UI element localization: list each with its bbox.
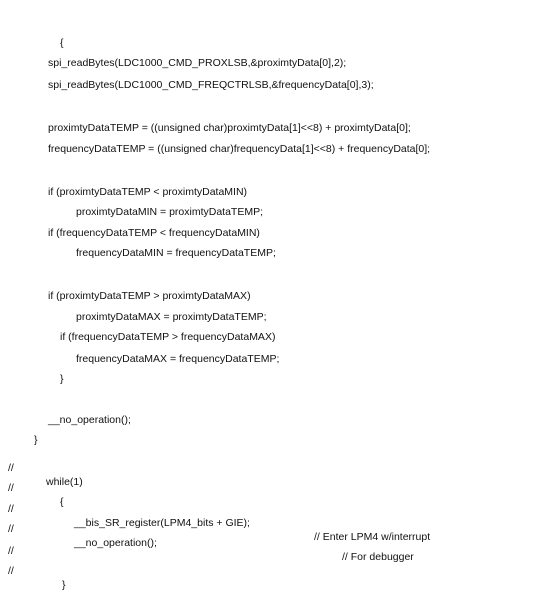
code-text: proximtyDataMAX = proximtyDataTEMP; bbox=[76, 311, 267, 323]
code-line bbox=[0, 530, 14, 557]
code-text: if (frequencyDataTEMP < frequencyDataMIN) bbox=[48, 227, 260, 239]
code-line bbox=[0, 366, 12, 380]
code-text: __bis_SR_register(LPM4_bits + GIE); bbox=[74, 517, 250, 529]
code-text: { bbox=[60, 37, 64, 49]
code-text: { bbox=[60, 496, 64, 508]
code-line bbox=[0, 447, 83, 488]
code-text: while(1) bbox=[46, 476, 83, 488]
code-line bbox=[0, 385, 131, 426]
code-line bbox=[0, 405, 38, 446]
code-line bbox=[0, 261, 251, 302]
code-line bbox=[0, 550, 66, 591]
comment-prefix: // bbox=[8, 523, 14, 535]
code-text: frequencyDataTEMP = ((unsigned char)frequencyData[1]<<8) + frequencyData[0]; bbox=[48, 143, 431, 155]
code-text: __no_operation(); bbox=[74, 537, 157, 549]
code-line bbox=[0, 69, 12, 83]
code-text: if (proximtyDataTEMP < proximtyDataMIN) bbox=[48, 186, 248, 198]
code-line bbox=[0, 157, 248, 198]
comment-prefix: // bbox=[8, 565, 14, 577]
comment-prefix: // bbox=[8, 462, 14, 474]
code-line bbox=[0, 93, 411, 134]
code-line bbox=[0, 136, 12, 150]
code-text: proximtyDataTEMP = ((unsigned char)proximtyData[1]<<8) + proximtyData[0]; bbox=[48, 122, 411, 134]
code-text: frequencyDataMAX = frequencyDataTEMP; bbox=[76, 353, 280, 365]
code-line bbox=[0, 344, 64, 385]
code-text: spi_readBytes(LDC1000_CMD_PROXLSB,&proximtyData[0],2); bbox=[48, 57, 347, 69]
code-text: proximtyDataMIN = proximtyDataTEMP; bbox=[76, 206, 264, 218]
code-text: } bbox=[62, 579, 66, 591]
comment-prefix: // bbox=[8, 482, 14, 494]
comment-prefix: // bbox=[8, 503, 14, 515]
code-text: __no_operation(); bbox=[48, 414, 131, 426]
code-text: } bbox=[60, 373, 64, 385]
comment-prefix: // bbox=[8, 545, 14, 557]
code-line bbox=[0, 467, 64, 508]
inline-comment: // Enter LPM4 w/interrupt bbox=[314, 531, 431, 543]
code-text: if (frequencyDataTEMP > frequencyDataMAX) bbox=[60, 331, 276, 343]
code-text: } bbox=[34, 434, 38, 446]
code-text: if (proximtyDataTEMP > proximtyDataMAX) bbox=[48, 290, 251, 302]
code-line bbox=[0, 28, 347, 69]
code-line bbox=[0, 239, 12, 253]
code-line bbox=[0, 426, 12, 440]
code-text: spi_readBytes(LDC1000_CMD_FREQCTRLSB,&frequencyData[0],3); bbox=[48, 79, 374, 91]
code-text: frequencyDataMIN = frequencyDataTEMP; bbox=[76, 247, 276, 259]
inline-comment: // For debugger bbox=[342, 551, 414, 563]
code-line bbox=[0, 8, 64, 49]
